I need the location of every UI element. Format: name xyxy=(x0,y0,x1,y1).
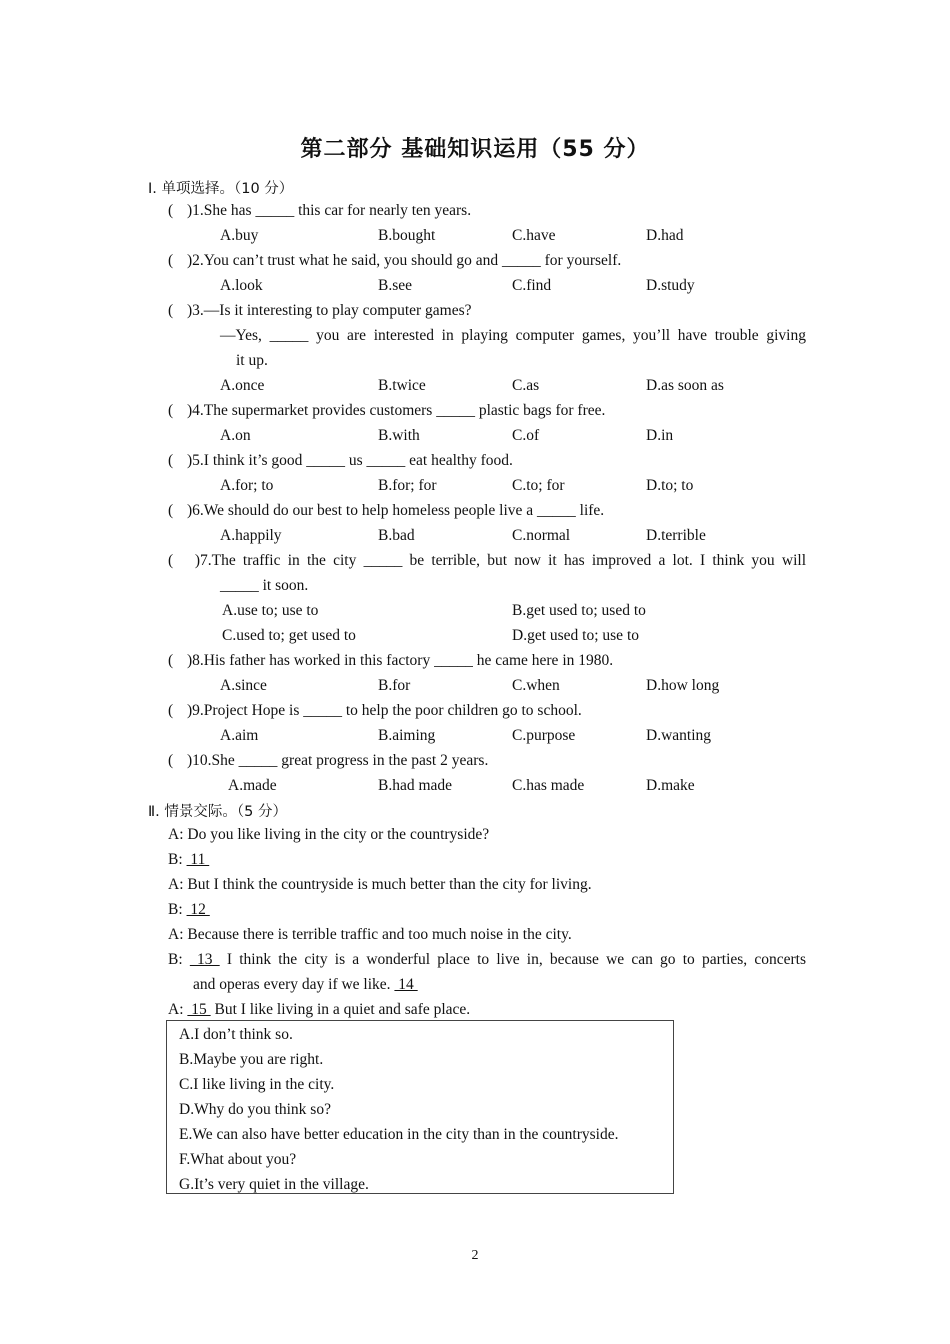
dialogue-line-3: A: But I think the countryside is much better than the city for living. xyxy=(168,876,592,893)
q3-option-d: D.as soon as xyxy=(646,377,724,394)
q2-option-d: D.study xyxy=(646,277,695,294)
q3-option-b: B.twice xyxy=(378,377,426,394)
dialogue-line-5: A: Because there is terrible traffic and too much noise in the city. xyxy=(168,926,572,943)
question-3: ( )3.—Is it interesting to play computer games? xyxy=(168,302,472,319)
question-3-line-2: —Yes, _____ you are interested in playing computer games, you’ll have trouble giving xyxy=(220,327,806,344)
choice-e: E.We can also have better education in the city than in the countryside. xyxy=(179,1126,619,1143)
q7-option-a: A.use to; use to xyxy=(222,602,319,619)
q1-option-b: B.bought xyxy=(378,227,436,244)
q5-option-b: B.for; for xyxy=(378,477,437,494)
q7-option-d: D.get used to; use to xyxy=(512,627,639,644)
question-3-line-3: it up. xyxy=(236,352,268,369)
blank-15[interactable]: 15 xyxy=(187,1001,211,1018)
q5-option-c: C.to; for xyxy=(512,477,565,494)
q4-option-c: C.of xyxy=(512,427,540,444)
q4-option-d: D.in xyxy=(646,427,674,444)
choice-b: B.Maybe you are right. xyxy=(179,1051,324,1068)
choice-d: D.Why do you think so? xyxy=(179,1101,331,1118)
section-2-heading: Ⅱ. 情景交际。（5 分） xyxy=(148,804,287,820)
page-number: 2 xyxy=(471,1248,479,1263)
q4-option-a: A.on xyxy=(220,427,251,444)
q3-option-c: C.as xyxy=(512,377,540,394)
question-7: ( )7.The traffic in the city _____ be terrible, but now it has improved a lot. I think you will xyxy=(168,552,807,569)
q6-option-b: B.bad xyxy=(378,527,415,544)
question-10: ( )10.She _____ great progress in the past 2 years. xyxy=(168,752,489,769)
q10-option-d: D.make xyxy=(646,777,695,794)
q5-option-d: D.to; to xyxy=(646,477,694,494)
question-5: ( )5.I think it’s good _____ us _____ eat healthy food. xyxy=(168,452,513,469)
q5-option-a: A.for; to xyxy=(220,477,274,494)
section-title: 第二部分 基础知识运用（55 分） xyxy=(300,137,650,162)
q10-option-c: C.has made xyxy=(512,777,585,794)
dialogue-line-8: A: 15 But I like living in a quiet and safe place. xyxy=(168,1001,471,1018)
blank-11[interactable]: 11 xyxy=(186,851,210,868)
question-9: ( )9.Project Hope is _____ to help the poor children go to school. xyxy=(168,702,582,719)
choice-f: F.What about you? xyxy=(179,1151,297,1168)
q7-option-b: B.get used to; used to xyxy=(512,602,646,619)
q6-option-d: D.terrible xyxy=(646,527,706,544)
q2-option-c: C.find xyxy=(512,277,552,294)
q9-option-a: A.aim xyxy=(220,727,259,744)
q3-option-a: A.once xyxy=(220,377,265,394)
q2-option-a: A.look xyxy=(220,277,263,294)
q4-option-b: B.with xyxy=(378,427,420,444)
choices-box xyxy=(166,1020,674,1194)
q9-option-b: B.aiming xyxy=(378,727,436,744)
choice-g: G.It’s very quiet in the village. xyxy=(179,1176,369,1193)
q9-option-d: D.wanting xyxy=(646,727,712,744)
dialogue-line-7: and operas every day if we like. 14 xyxy=(193,976,418,993)
q7-option-c: C.used to; get used to xyxy=(222,627,356,644)
dialogue-line-2: B: 11 xyxy=(168,851,210,868)
q8-option-b: B.for xyxy=(378,677,411,694)
q9-option-c: C.purpose xyxy=(512,727,576,744)
q8-option-c: C.when xyxy=(512,677,560,694)
dialogue-line-4: B: 12 xyxy=(168,901,210,918)
question-1: ( )1.She has _____ this car for nearly ten years. xyxy=(168,202,472,219)
question-2: ( )2.You can’t trust what he said, you should go and _____ for yourself. xyxy=(168,252,622,269)
dialogue-line-6: B: 13 I think the city is a wonderful place to live in, because we can go to parties, concerts xyxy=(168,951,806,968)
q2-option-b: B.see xyxy=(378,277,413,294)
q1-option-d: D.had xyxy=(646,227,684,244)
blank-12[interactable]: 12 xyxy=(186,901,210,918)
blank-13[interactable]: 13 xyxy=(189,951,220,968)
question-6: ( )6.We should do our best to help homeless people live a _____ life. xyxy=(168,502,605,519)
choice-a: A.I don’t think so. xyxy=(179,1026,293,1043)
q10-option-a: A.made xyxy=(228,777,277,794)
section-1-heading: Ⅰ. 单项选择。（10 分） xyxy=(148,181,294,197)
q1-option-a: A.buy xyxy=(220,227,259,244)
q6-option-c: C.normal xyxy=(512,527,571,544)
q1-option-c: C.have xyxy=(512,227,556,244)
dialogue-line-1: A: Do you like living in the city or the countryside? xyxy=(168,826,490,843)
q8-option-a: A.since xyxy=(220,677,267,694)
q10-option-b: B.had made xyxy=(378,777,453,794)
q8-option-d: D.how long xyxy=(646,677,720,694)
question-8: ( )8.His father has worked in this factory _____ he came here in 1980. xyxy=(168,652,614,669)
question-7-line-2: _____ it soon. xyxy=(220,577,309,594)
q6-option-a: A.happily xyxy=(220,527,282,544)
choice-c: C.I like living in the city. xyxy=(179,1076,335,1093)
blank-14[interactable]: 14 xyxy=(394,976,418,993)
question-4: ( )4.The supermarket provides customers _____ plastic bags for free. xyxy=(168,402,606,419)
